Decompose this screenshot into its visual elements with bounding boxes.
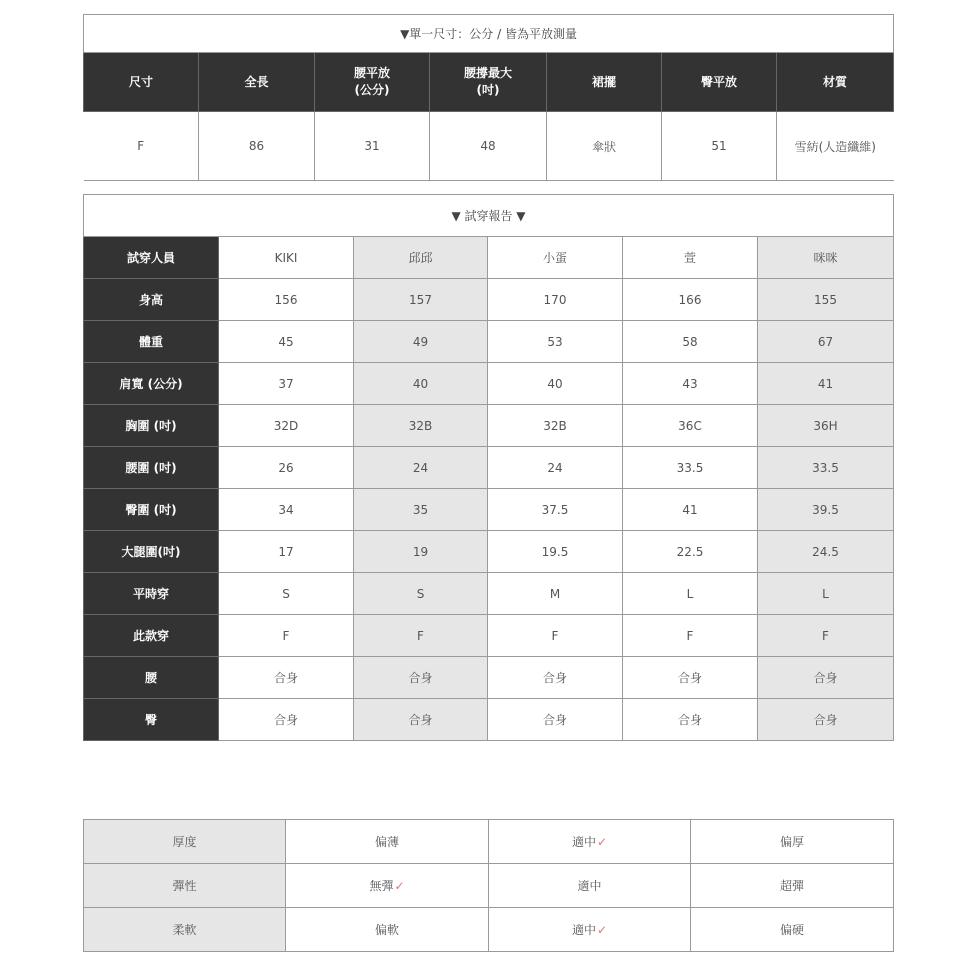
fit-cell: 37.5: [488, 489, 623, 531]
fit-cell: L: [758, 573, 894, 615]
fit-report-body: [84, 237, 894, 741]
fit-cell: 166: [623, 279, 758, 321]
fit-cell: 24: [354, 447, 488, 489]
size-value-size: F: [84, 112, 199, 181]
fit-cell: 58: [623, 321, 758, 363]
fit-row-label: 體重: [84, 321, 219, 363]
fit-cell: F: [219, 615, 354, 657]
fit-row-label: 胸圍 (吋): [84, 405, 219, 447]
fit-cell: 26: [219, 447, 354, 489]
fit-cell: 合身: [623, 699, 758, 741]
size-header-hem: 裙擺: [547, 53, 662, 112]
fit-cell: 34: [219, 489, 354, 531]
texture-option-label: 適中: [571, 835, 596, 849]
fit-report-title: ▼ 試穿報告 ▼: [84, 195, 894, 237]
fit-cell: 53: [488, 321, 623, 363]
fit-cell: F: [623, 615, 758, 657]
fit-cell: 合身: [354, 657, 488, 699]
fit-cell: 36C: [623, 405, 758, 447]
fit-report-row: [84, 279, 894, 321]
fit-report-table: [83, 194, 894, 741]
fit-report-row: [84, 321, 894, 363]
fit-cell: 萱: [623, 237, 758, 279]
fit-cell: 37: [219, 363, 354, 405]
fit-cell: 合身: [623, 657, 758, 699]
check-icon: ✓: [596, 835, 608, 849]
texture-option-label: 偏薄: [374, 835, 399, 849]
fit-row-label: 試穿人員: [84, 237, 219, 279]
fit-report-row: [84, 237, 894, 279]
fit-row-label: 平時穿: [84, 573, 219, 615]
fit-report-row: [84, 405, 894, 447]
fit-cell: 合身: [219, 657, 354, 699]
fit-cell: 45: [219, 321, 354, 363]
fit-cell: 157: [354, 279, 488, 321]
fit-cell: 33.5: [758, 447, 894, 489]
fit-cell: 170: [488, 279, 623, 321]
fit-report-row: [84, 699, 894, 741]
fit-cell: 67: [758, 321, 894, 363]
texture-option: [691, 908, 894, 952]
fit-cell: F: [354, 615, 488, 657]
size-header-hip-flat: 臀平放: [662, 53, 777, 112]
fit-cell: S: [354, 573, 488, 615]
size-value-row: [84, 112, 894, 181]
fit-cell: 22.5: [623, 531, 758, 573]
fit-cell: S: [219, 573, 354, 615]
texture-option: [286, 864, 489, 908]
fit-cell: 32B: [354, 405, 488, 447]
fit-cell: L: [623, 573, 758, 615]
size-value-hem: 傘狀: [547, 112, 662, 181]
fit-row-label: 腰: [84, 657, 219, 699]
fit-cell: 合身: [758, 657, 894, 699]
fit-report-row: [84, 489, 894, 531]
fit-cell: 40: [354, 363, 488, 405]
texture-option: [489, 820, 691, 864]
size-header-material: 材質: [777, 53, 894, 112]
fit-cell: 43: [623, 363, 758, 405]
fit-cell: 32D: [219, 405, 354, 447]
texture-row-label: 厚度: [84, 820, 286, 864]
fit-cell: 36H: [758, 405, 894, 447]
fit-cell: 24.5: [758, 531, 894, 573]
fit-report-row: [84, 657, 894, 699]
check-icon: ✓: [394, 879, 405, 893]
fit-cell: 咪咪: [758, 237, 894, 279]
fit-cell: F: [758, 615, 894, 657]
fit-cell: 19.5: [488, 531, 623, 573]
check-icon: ✓: [596, 923, 608, 937]
fit-cell: 合身: [354, 699, 488, 741]
size-value-length: 86: [199, 112, 315, 181]
size-value-waist-flat: 31: [315, 112, 430, 181]
fit-report-row: [84, 531, 894, 573]
fit-cell: F: [488, 615, 623, 657]
fit-cell: 32B: [488, 405, 623, 447]
fit-cell: 41: [758, 363, 894, 405]
fit-row-label: 腰圍 (吋): [84, 447, 219, 489]
fit-cell: 24: [488, 447, 623, 489]
fit-cell: 41: [623, 489, 758, 531]
texture-row: [84, 908, 894, 952]
fit-cell: KIKI: [219, 237, 354, 279]
fit-cell: 19: [354, 531, 488, 573]
texture-option-label: 偏軟: [374, 923, 399, 937]
size-value-hip-flat: 51: [662, 112, 777, 181]
fit-cell: 合身: [488, 657, 623, 699]
texture-option-label: 無彈: [369, 879, 394, 893]
texture-option-label: 偏硬: [779, 923, 804, 937]
texture-option: [691, 820, 894, 864]
fit-cell: 49: [354, 321, 488, 363]
fit-cell: 33.5: [623, 447, 758, 489]
texture-option: [286, 908, 489, 952]
texture-row-label: 彈性: [84, 864, 286, 908]
size-header-waist-max: 腰撐最大 (吋): [430, 53, 547, 112]
size-table-title: ▼單一尺寸：公分 / 皆為平放測量: [84, 15, 894, 53]
texture-body: [84, 820, 894, 952]
fit-cell: 合身: [219, 699, 354, 741]
fit-cell: 40: [488, 363, 623, 405]
texture-table: [83, 819, 894, 952]
texture-row: [84, 820, 894, 864]
fit-row-label: 此款穿: [84, 615, 219, 657]
texture-option: [286, 820, 489, 864]
fit-row-label: 大腿圍(吋): [84, 531, 219, 573]
fit-report-row: [84, 615, 894, 657]
texture-option-label: 超彈: [779, 879, 804, 893]
fit-report-row: [84, 363, 894, 405]
texture-row-label: 柔軟: [84, 908, 286, 952]
fit-cell: 155: [758, 279, 894, 321]
fit-row-label: 肩寬 (公分): [84, 363, 219, 405]
fit-report-row: [84, 447, 894, 489]
fit-cell: 合身: [488, 699, 623, 741]
size-value-waist-max: 48: [430, 112, 547, 181]
texture-option-label: 適中: [571, 923, 596, 937]
fit-report-row: [84, 573, 894, 615]
size-header-waist-flat: 腰平放 (公分): [315, 53, 430, 112]
size-header-size: 尺寸: [84, 53, 199, 112]
fit-row-label: 臀: [84, 699, 219, 741]
fit-cell: 35: [354, 489, 488, 531]
fit-cell: 邱邱: [354, 237, 488, 279]
texture-option: [489, 864, 691, 908]
size-header-row: [84, 53, 894, 112]
fit-row-label: 身高: [84, 279, 219, 321]
fit-cell: 156: [219, 279, 354, 321]
size-table: [83, 14, 894, 181]
texture-option-label: 適中: [577, 879, 602, 893]
fit-cell: 小蛋: [488, 237, 623, 279]
fit-cell: 合身: [758, 699, 894, 741]
texture-option-label: 偏厚: [779, 835, 804, 849]
texture-option: [489, 908, 691, 952]
texture-row: [84, 864, 894, 908]
fit-row-label: 臀圍 (吋): [84, 489, 219, 531]
texture-option: [691, 864, 894, 908]
fit-cell: 17: [219, 531, 354, 573]
size-header-length: 全長: [199, 53, 315, 112]
fit-cell: 39.5: [758, 489, 894, 531]
size-value-material: 雪紡(人造纖維): [777, 112, 894, 181]
fit-cell: M: [488, 573, 623, 615]
